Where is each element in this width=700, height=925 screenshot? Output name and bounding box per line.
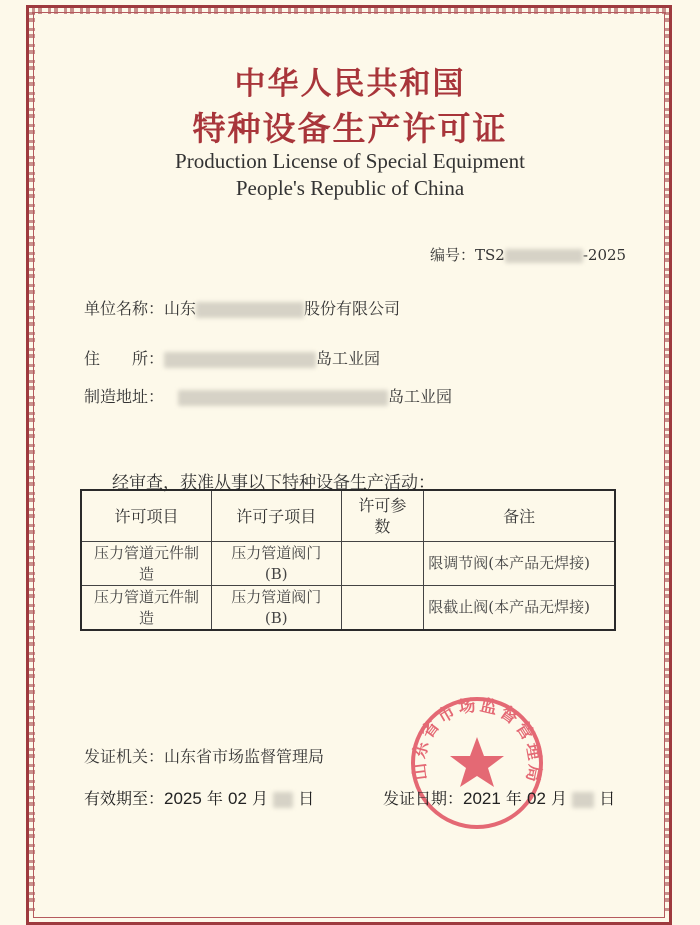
valid-until: 有效期至：2025 年 02 月 日 bbox=[84, 789, 315, 808]
serial-label: 编号： bbox=[430, 246, 476, 264]
cell-permit-item: 压力管道元件制 造 bbox=[81, 542, 211, 586]
serial-number bbox=[430, 244, 626, 265]
company-name-label: 单位名称： bbox=[84, 299, 165, 318]
cell-permit-sub-item: 压力管道阀门 (B) bbox=[211, 586, 341, 631]
redacted-serial bbox=[505, 249, 583, 263]
valid-until-month: 02 bbox=[228, 789, 247, 808]
header-parameters-line2: 数 bbox=[374, 517, 391, 536]
manufacturing-address-suffix: 岛工业园 bbox=[388, 387, 453, 406]
field-company-name bbox=[84, 296, 400, 319]
company-name-prefix: 山东 bbox=[164, 299, 197, 318]
manufacturing-address-label: 制造地址： bbox=[84, 387, 165, 406]
seal-text: 山东省市场监督管理局 bbox=[409, 695, 545, 787]
redacted-manufacturing-address bbox=[178, 390, 388, 406]
address-suffix: 岛工业园 bbox=[316, 349, 381, 368]
table-row bbox=[81, 542, 615, 586]
issuer-label: 发证机关： bbox=[84, 747, 165, 766]
serial-prefix: TS2 bbox=[475, 246, 505, 264]
issue-date-month: 02 bbox=[527, 789, 546, 808]
official-seal bbox=[409, 695, 545, 831]
address-label: 住 所： bbox=[84, 349, 165, 368]
issuer-value: 山东省市场监督管理局 bbox=[164, 747, 325, 766]
title-country: 中华人民共和国 bbox=[234, 66, 466, 102]
permit-table bbox=[80, 489, 616, 631]
title-english-country: People's Republic of China bbox=[235, 176, 465, 200]
permit-table-header bbox=[81, 490, 615, 542]
header-permit-sub-item: 许可子项目 bbox=[211, 490, 341, 542]
field-address bbox=[84, 346, 380, 369]
cell-permit-item: 压力管道元件制 造 bbox=[81, 586, 211, 631]
cell-permit-parameters bbox=[341, 586, 424, 631]
valid-until-label: 有效期至： bbox=[84, 789, 165, 808]
star-icon bbox=[450, 737, 504, 787]
table-row bbox=[81, 586, 615, 631]
issuing-authority bbox=[84, 744, 324, 767]
field-manufacturing-address bbox=[84, 384, 452, 407]
approval-statement: 经审查，获准从事以下特种设备生产活动： bbox=[112, 473, 435, 493]
issue-date: 发证日期：2021 年 02 月 日 bbox=[383, 789, 616, 808]
cell-permit-parameters bbox=[341, 542, 424, 586]
header-remarks: 备注 bbox=[424, 490, 615, 542]
issue-date-year: 2021 bbox=[463, 789, 501, 808]
redacted-valid-day bbox=[273, 792, 293, 808]
redacted-company-name bbox=[196, 302, 304, 318]
redacted-issue-day bbox=[572, 792, 594, 808]
header-parameters-line1: 许可参 bbox=[358, 496, 407, 515]
header-permit-item: 许可项目 bbox=[81, 490, 211, 542]
title-license: 特种设备生产许可证 bbox=[192, 109, 508, 148]
cell-permit-sub-item: 压力管道阀门 (B) bbox=[211, 542, 341, 586]
serial-suffix: -2025 bbox=[582, 246, 627, 264]
issue-date-label: 发证日期： bbox=[383, 789, 464, 808]
company-name-suffix: 股份有限公司 bbox=[304, 299, 401, 318]
header-permit-parameters bbox=[341, 490, 424, 542]
redacted-address bbox=[164, 352, 316, 368]
cell-remarks: 限调节阀(本产品无焊接) bbox=[424, 542, 615, 586]
valid-until-year: 2025 bbox=[164, 789, 202, 808]
title-english-license: Production License of Special Equipment bbox=[175, 149, 525, 173]
cell-remarks: 限截止阀(本产品无焊接) bbox=[424, 586, 615, 631]
